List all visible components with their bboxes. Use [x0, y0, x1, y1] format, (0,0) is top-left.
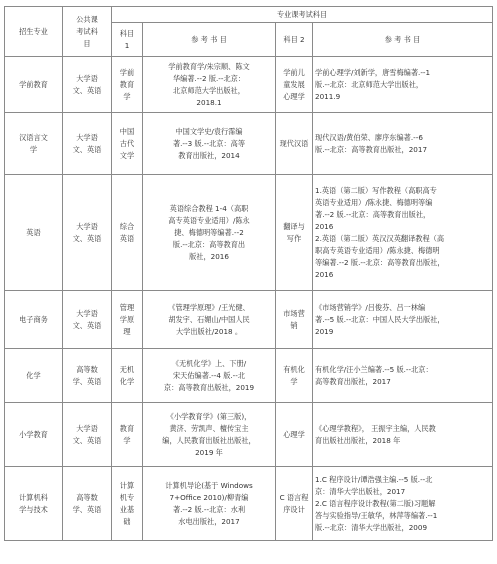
- public-exam-cell: 大学语 文、英语: [63, 175, 112, 291]
- subject2-cell: 心理学: [276, 403, 313, 467]
- header-public-exam: 公共课 考试科 目: [63, 7, 112, 57]
- books1-cell: 《管理学原理》/王光健、 胡发宇、石媚山/中国人民 大学出版社/2018 。: [143, 291, 276, 349]
- header-professional-exam: 专业课考试科目: [112, 7, 493, 23]
- admission-table: [4, 6, 493, 541]
- major-cell: 计算机科 学与技术: [5, 467, 63, 541]
- books1-cell: 中国文学史/袁行霈编 著.--3 版.--北京：高等 教育出版社，2014: [143, 113, 276, 175]
- books1-cell: 英语综合教程 1-4（高职 高专英语专业适用）/陈永 捷、梅德明等编著.--2 版.--北京：高等教育出 版社，2016: [143, 175, 276, 291]
- public-exam-cell: 大学语 文、英语: [63, 291, 112, 349]
- major-cell: 学前教育: [5, 57, 63, 113]
- header-ref-books1: 参 考 书 目: [143, 23, 276, 57]
- subject1-cell: 学前 教育 学: [112, 57, 143, 113]
- subject2-cell: 学前儿 童发展 心理学: [276, 57, 313, 113]
- subject1-cell: 管理 学原 理: [112, 291, 143, 349]
- major-cell: 电子商务: [5, 291, 63, 349]
- header-subject2: 科目 2: [276, 23, 313, 57]
- subject1-cell: 综合 英语: [112, 175, 143, 291]
- table-row: [5, 175, 493, 291]
- table-row: [5, 57, 493, 113]
- subject2-cell: 市场营 销: [276, 291, 313, 349]
- books2-cell: 《心理学教程》， 王振宇主编，人民教 育出版社出版社，2018 年: [313, 403, 493, 467]
- public-exam-cell: 大学语 文、英语: [63, 403, 112, 467]
- books2-cell: 1.英语（第二版）写作教程（高职高专 英语专业适用）/陈永捷、梅德明等编 著.--2 版.--北京：高等教育出版社， 2016 2.英语（第二版）英汉汉英翻译教程（高 职高专英语专业适用）/陈永捷、梅德明 等编著.--2 版.--北京：高等教育出版社， 2016: [313, 175, 493, 291]
- major-cell: 汉语言文 学: [5, 113, 63, 175]
- books2-cell: 学前心理学/刘新学，唐雪梅编著.--1 版.--北京：北京师范大学出版社， 2011.9: [313, 57, 493, 113]
- public-exam-cell: 大学语 文、英语: [63, 113, 112, 175]
- subject1-cell: 无机 化学: [112, 349, 143, 403]
- subject1-cell: 中国 古代 文学: [112, 113, 143, 175]
- subject2-cell: 有机化 学: [276, 349, 313, 403]
- table-row: [5, 403, 493, 467]
- major-cell: 小学教育: [5, 403, 63, 467]
- books1-cell: 计算机导论(基于 Windows 7+Office 2010)/柳青编 著.--2 版.--北京：水利 水电出版社，2017: [143, 467, 276, 541]
- books2-cell: 《市场营销学》/吕俊芬、吕一林编 著.--5 版.--北京：中国人民大学出版社， 2019: [313, 291, 493, 349]
- header-row-top: [5, 7, 493, 23]
- public-exam-cell: 高等数 学、英语: [63, 349, 112, 403]
- books1-cell: 《无机化学》上、下册/ 宋天佑编著.--4 版.--北 京：高等教育出版社，2019: [143, 349, 276, 403]
- header-major: 招生专业: [5, 7, 63, 57]
- subject2-cell: 现代汉语: [276, 113, 313, 175]
- header-ref-books2: 参 考 书 目: [313, 23, 493, 57]
- public-exam-cell: 高等数 学、英语: [63, 467, 112, 541]
- books2-cell: 现代汉语/黄伯荣、廖序东编著.--6 版.--北京：高等教育出版社，2017: [313, 113, 493, 175]
- major-cell: 化学: [5, 349, 63, 403]
- books2-cell: 有机化学/汪小兰编著.--5 版.--北京： 高等教育出版社，2017: [313, 349, 493, 403]
- table-row: [5, 467, 493, 541]
- public-exam-cell: 大学语 文、英语: [63, 57, 112, 113]
- table-row: [5, 349, 493, 403]
- major-cell: 英语: [5, 175, 63, 291]
- subject2-cell: C 语言程 序设计: [276, 467, 313, 541]
- table-row: [5, 291, 493, 349]
- table-row: [5, 113, 493, 175]
- books1-cell: 《小学教育学》(第三版)， 黄济、劳凯声、檀传宝主 编，人民教育出版社出版社， 2019 年: [143, 403, 276, 467]
- header-subject1: 科目 1: [112, 23, 143, 57]
- books2-cell: 1.C 程序设计/谭浩强主编.--5 版.--北 京：清华大学出版社，2017 2.C 语言程序设计教程(第二版)习题解 答与实验指导/王敏华，林萍等编著.--1 版.--北京：清华大学出版社，2009: [313, 467, 493, 541]
- subject2-cell: 翻译与 写作: [276, 175, 313, 291]
- subject1-cell: 教育 学: [112, 403, 143, 467]
- subject1-cell: 计算 机专 业基 础: [112, 467, 143, 541]
- books1-cell: 学前教育学/朱宗顺、陈文 华编著.--2 版.--北京： 北京师范大学出版社， 2018.1: [143, 57, 276, 113]
